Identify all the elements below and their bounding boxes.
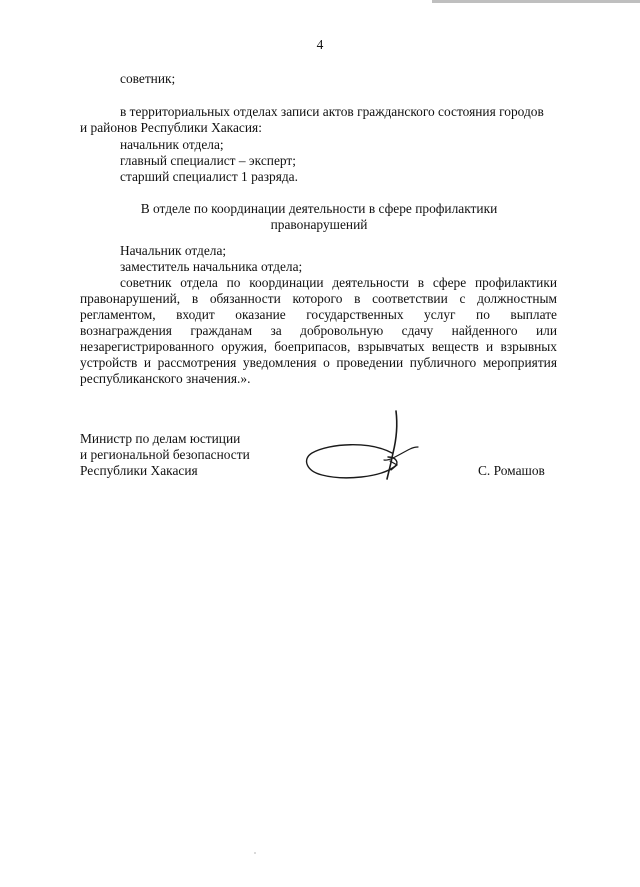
list-item: заместитель начальника отдела; (120, 259, 303, 274)
list-item: Начальник отдела; (120, 243, 227, 258)
handwritten-signature (300, 405, 430, 495)
paragraph-line: вознаграждения гражданам за добровольную сдачу найденного или (80, 323, 557, 338)
signatory-name: С. Ромашов (478, 463, 545, 478)
scan-edge-mark (432, 0, 640, 3)
text-line: и районов Республики Хакасия: (80, 120, 262, 135)
list-item: старший специалист 1 разряда. (120, 169, 298, 184)
scan-artifact (254, 852, 256, 854)
page-number: 4 (316, 37, 324, 52)
paragraph-line: советник отдела по координации деятельности в сфере профилактики (120, 275, 557, 290)
section-heading-line: правонарушений (270, 217, 368, 232)
signatory-title-line: Республики Хакасия (80, 463, 198, 478)
text-line: советник; (120, 71, 176, 86)
list-item: главный специалист – эксперт; (120, 153, 296, 168)
signatory-title-line: и региональной безопасности (80, 447, 250, 462)
paragraph-line: республиканского значения.». (80, 371, 251, 386)
list-item: начальник отдела; (120, 137, 224, 152)
paragraph-line: регламентом, входит оказание государственных услуг по выплате (80, 307, 557, 322)
paragraph-line: незарегистрированного оружия, боеприпасов, взрывчатых веществ и взрывных (80, 339, 557, 354)
paragraph-line: устройств и рассмотрения уведомления о проведении публичного мероприятия (80, 355, 557, 370)
section-heading-line: В отделе по координации деятельности в сфере профилактики (140, 201, 498, 216)
text-line: в территориальных отделах записи актов гражданского состояния городов (120, 104, 544, 119)
signatory-title-line: Министр по делам юстиции (80, 431, 241, 446)
paragraph-line: правонарушений, в обязанности которого в соответствии с должностным (80, 291, 557, 306)
